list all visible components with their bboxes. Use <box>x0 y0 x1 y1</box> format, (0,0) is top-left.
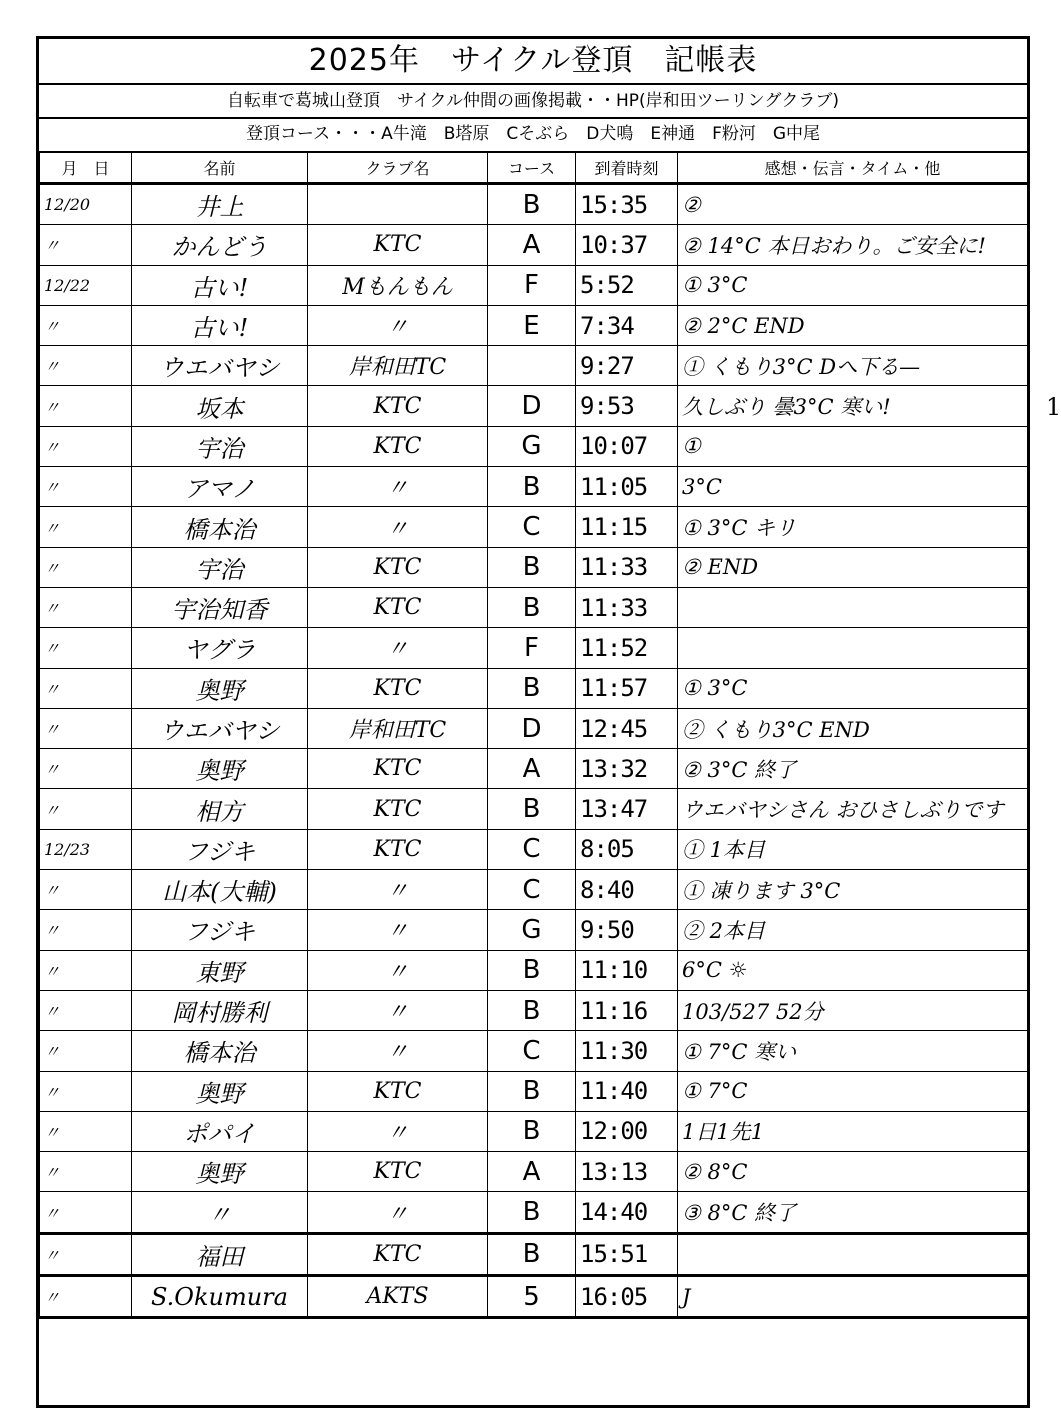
entry-club: KTC <box>308 749 488 789</box>
table-row <box>40 386 1028 426</box>
sheet-subtitle-courses: 登頂コース・・・A牛滝 B塔原 Cそぶら D犬鳴 E神通 F粉河 G中尾 <box>39 117 1027 153</box>
entry-name: フジキ <box>132 910 308 950</box>
entry-name: 奥野 <box>132 1152 308 1192</box>
entry-name: アマノ <box>132 467 308 507</box>
entry-club: KTC <box>308 547 488 587</box>
entry-date: 〃 <box>40 990 132 1030</box>
entry-club: 〃 <box>308 507 488 547</box>
entry-course: B <box>488 1192 576 1233</box>
entry-name: かんどう <box>132 225 308 265</box>
entry-arrival-time: 13:32 <box>576 749 678 789</box>
entry-club: KTC <box>308 1071 488 1111</box>
entry-date: 〃 <box>40 426 132 466</box>
entry-club: KTC <box>308 426 488 466</box>
entry-club: KTC <box>308 1152 488 1192</box>
entry-club: 〃 <box>308 950 488 990</box>
entry-course: B <box>488 990 576 1030</box>
entry-arrival-time: 11:33 <box>576 547 678 587</box>
entry-course: C <box>488 507 576 547</box>
entry-name: S.Okumura <box>132 1276 308 1318</box>
log-table <box>39 151 1028 1319</box>
entry-course: A <box>488 225 576 265</box>
entry-club: 〃 <box>308 1111 488 1151</box>
entry-name: 奥野 <box>132 668 308 708</box>
entry-note: ② <box>678 184 1028 225</box>
entry-date: 〃 <box>40 628 132 668</box>
table-row <box>40 225 1028 265</box>
entry-arrival-time: 15:51 <box>576 1233 678 1275</box>
entry-date: 〃 <box>40 870 132 910</box>
entry-note: 103/527 52分 <box>678 990 1028 1030</box>
entry-course: F <box>488 265 576 305</box>
table-row <box>40 950 1028 990</box>
entry-name: ウエバヤシ <box>132 708 308 748</box>
table-row <box>40 1152 1028 1192</box>
table-row <box>40 668 1028 708</box>
entry-course: B <box>488 467 576 507</box>
entry-date: 〃 <box>40 950 132 990</box>
entry-club: Mもんもん <box>308 265 488 305</box>
entry-course: B <box>488 547 576 587</box>
entry-club: 〃 <box>308 1192 488 1233</box>
entry-note: 久しぶり 曇3°C 寒い! <box>678 386 1028 426</box>
entry-name: 橋本治 <box>132 1031 308 1071</box>
table-row <box>40 305 1028 345</box>
table-row <box>40 1233 1028 1275</box>
entry-note <box>678 587 1028 627</box>
table-row <box>40 910 1028 950</box>
entry-club: KTC <box>308 829 488 869</box>
entry-course: B <box>488 1111 576 1151</box>
table-row <box>40 587 1028 627</box>
entry-date: 〃 <box>40 749 132 789</box>
table-row <box>40 265 1028 305</box>
entry-date: 〃 <box>40 708 132 748</box>
entry-name: 山本(大輔) <box>132 870 308 910</box>
entry-name: 古い! <box>132 305 308 345</box>
table-row <box>40 1276 1028 1318</box>
entry-date: 12/23 <box>40 829 132 869</box>
entry-arrival-time: 9:50 <box>576 910 678 950</box>
entry-note: ② 2°C END <box>678 305 1028 345</box>
table-row <box>40 749 1028 789</box>
entry-date: 〃 <box>40 587 132 627</box>
entry-arrival-time: 11:30 <box>576 1031 678 1071</box>
col-header-course: コース <box>488 152 576 184</box>
entry-name: 東野 <box>132 950 308 990</box>
sheet-title: 2025年 サイクル登頂 記帳表 <box>39 39 1027 85</box>
entry-date: 〃 <box>40 910 132 950</box>
entry-course: B <box>488 587 576 627</box>
entry-course: A <box>488 1152 576 1192</box>
table-row <box>40 346 1028 386</box>
entry-date: 〃 <box>40 507 132 547</box>
entry-name: 古い! <box>132 265 308 305</box>
table-row <box>40 1071 1028 1111</box>
entry-note: ① 7°C <box>678 1071 1028 1111</box>
entry-arrival-time: 11:05 <box>576 467 678 507</box>
entry-note: ① 1本目 <box>678 829 1028 869</box>
entry-name: 宇治 <box>132 426 308 466</box>
entry-note <box>678 1233 1028 1275</box>
entry-club: 〃 <box>308 910 488 950</box>
entry-arrival-time: 10:37 <box>576 225 678 265</box>
entry-course: F <box>488 628 576 668</box>
entry-club: KTC <box>308 668 488 708</box>
entry-club: AKTS <box>308 1276 488 1318</box>
table-header-row <box>40 152 1028 184</box>
entry-name: 奥野 <box>132 749 308 789</box>
entry-date: 〃 <box>40 1031 132 1071</box>
entry-club: KTC <box>308 225 488 265</box>
entry-club: KTC <box>308 1233 488 1275</box>
entry-note <box>678 628 1028 668</box>
entry-name: ウエバヤシ <box>132 346 308 386</box>
entry-arrival-time: 9:27 <box>576 346 678 386</box>
entry-arrival-time: 12:00 <box>576 1111 678 1151</box>
entry-club: 〃 <box>308 467 488 507</box>
log-table-body <box>40 184 1028 1318</box>
entry-note: ③ 8°C 終了 <box>678 1192 1028 1233</box>
entry-club: 〃 <box>308 305 488 345</box>
entry-note: ② 2本目 <box>678 910 1028 950</box>
entry-note: ① 3°C <box>678 668 1028 708</box>
entry-club: 岸和田TC <box>308 346 488 386</box>
entry-club: 〃 <box>308 1031 488 1071</box>
entry-arrival-time: 14:40 <box>576 1192 678 1233</box>
table-row <box>40 184 1028 225</box>
entry-club: KTC <box>308 587 488 627</box>
entry-course <box>488 346 576 386</box>
entry-date: 〃 <box>40 1192 132 1233</box>
entry-club: 岸和田TC <box>308 708 488 748</box>
entry-course: B <box>488 1071 576 1111</box>
table-row <box>40 789 1028 829</box>
entry-course: C <box>488 829 576 869</box>
table-row <box>40 829 1028 869</box>
entry-arrival-time: 11:57 <box>576 668 678 708</box>
entry-course: E <box>488 305 576 345</box>
entry-arrival-time: 16:05 <box>576 1276 678 1318</box>
entry-name: 福田 <box>132 1233 308 1275</box>
entry-date: 〃 <box>40 467 132 507</box>
col-header-club: クラブ名 <box>308 152 488 184</box>
col-header-note: 感想・伝言・タイム・他 <box>678 152 1028 184</box>
entry-note: ② 14°C 本日おわり。ご安全に! <box>678 225 1028 265</box>
entry-arrival-time: 9:53 <box>576 386 678 426</box>
entry-club: 〃 <box>308 870 488 910</box>
entry-note: ② 8°C <box>678 1152 1028 1192</box>
entry-date: 12/22 <box>40 265 132 305</box>
table-row <box>40 547 1028 587</box>
entry-name: 宇治知香 <box>132 587 308 627</box>
entry-name: 〃 <box>132 1192 308 1233</box>
entry-name: 坂本 <box>132 386 308 426</box>
entry-arrival-time: 13:47 <box>576 789 678 829</box>
entry-club: KTC <box>308 789 488 829</box>
entry-date: 〃 <box>40 1276 132 1318</box>
entry-date: 〃 <box>40 225 132 265</box>
entry-note: ① 3°C <box>678 265 1028 305</box>
entry-date: 〃 <box>40 305 132 345</box>
table-row <box>40 426 1028 466</box>
entry-note: ② 3°C 終了 <box>678 749 1028 789</box>
entry-name: ヤグラ <box>132 628 308 668</box>
entry-arrival-time: 13:13 <box>576 1152 678 1192</box>
entry-course: B <box>488 950 576 990</box>
entry-arrival-time: 11:10 <box>576 950 678 990</box>
entry-club: 〃 <box>308 990 488 1030</box>
entry-note: ① 凍ります 3°C <box>678 870 1028 910</box>
entry-course: C <box>488 870 576 910</box>
entry-name: フジキ <box>132 829 308 869</box>
entry-course: D <box>488 708 576 748</box>
entry-course: 5 <box>488 1276 576 1318</box>
entry-note: ① 7°C 寒い <box>678 1031 1028 1071</box>
entry-course: A <box>488 749 576 789</box>
entry-date: 〃 <box>40 386 132 426</box>
entry-arrival-time: 11:52 <box>576 628 678 668</box>
sheet-subtitle-hp: 自転車で葛城山登頂 サイクル仲間の画像掲載・・HP(岸和田ツーリングクラブ) <box>39 83 1027 119</box>
entry-club: KTC <box>308 386 488 426</box>
entry-arrival-time: 15:35 <box>576 184 678 225</box>
entry-note: ① 3°C キリ <box>678 507 1028 547</box>
entry-name: ポパイ <box>132 1111 308 1151</box>
entry-note: 6°C ☼ <box>678 950 1028 990</box>
entry-date: 〃 <box>40 1071 132 1111</box>
entry-club: 〃 <box>308 628 488 668</box>
entry-course: G <box>488 426 576 466</box>
entry-note: ① <box>678 426 1028 466</box>
entry-note: ② くもり3°C END <box>678 708 1028 748</box>
entry-date: 〃 <box>40 1152 132 1192</box>
entry-arrival-time: 11:33 <box>576 587 678 627</box>
entry-course: B <box>488 184 576 225</box>
entry-date: 〃 <box>40 789 132 829</box>
col-header-name: 名前 <box>132 152 308 184</box>
entry-date: 〃 <box>40 668 132 708</box>
entry-note: 3°C <box>678 467 1028 507</box>
entry-name: 橋本治 <box>132 507 308 547</box>
table-row <box>40 1031 1028 1071</box>
entry-note: ① くもり3°C Dへ下る— <box>678 346 1028 386</box>
entry-date: 〃 <box>40 346 132 386</box>
entry-arrival-time: 11:15 <box>576 507 678 547</box>
entry-name: 相方 <box>132 789 308 829</box>
entry-note: ウエバヤシさん おひさしぶりです <box>678 789 1028 829</box>
log-sheet <box>36 36 1030 1408</box>
entry-arrival-time: 11:40 <box>576 1071 678 1111</box>
entry-arrival-time: 10:07 <box>576 426 678 466</box>
margin-mark: 1 <box>1046 393 1061 421</box>
table-row <box>40 1192 1028 1233</box>
entry-date: 〃 <box>40 547 132 587</box>
entry-arrival-time: 7:34 <box>576 305 678 345</box>
entry-course: B <box>488 1233 576 1275</box>
entry-club <box>308 184 488 225</box>
entry-date: 〃 <box>40 1233 132 1275</box>
table-row <box>40 1111 1028 1151</box>
entry-arrival-time: 11:16 <box>576 990 678 1030</box>
entry-date: 〃 <box>40 1111 132 1151</box>
entry-course: G <box>488 910 576 950</box>
col-header-date: 月 日 <box>40 152 132 184</box>
table-row <box>40 708 1028 748</box>
entry-name: 井上 <box>132 184 308 225</box>
table-row <box>40 870 1028 910</box>
table-row <box>40 467 1028 507</box>
entry-arrival-time: 5:52 <box>576 265 678 305</box>
entry-course: D <box>488 386 576 426</box>
entry-course: C <box>488 1031 576 1071</box>
entry-course: B <box>488 789 576 829</box>
entry-note: J <box>678 1276 1028 1318</box>
entry-note: ② END <box>678 547 1028 587</box>
table-row <box>40 507 1028 547</box>
table-row <box>40 628 1028 668</box>
entry-note: 1日1先1 <box>678 1111 1028 1151</box>
entry-arrival-time: 8:40 <box>576 870 678 910</box>
col-header-time: 到着時刻 <box>576 152 678 184</box>
table-row <box>40 990 1028 1030</box>
entry-course: B <box>488 668 576 708</box>
entry-name: 宇治 <box>132 547 308 587</box>
entry-name: 岡村勝利 <box>132 990 308 1030</box>
entry-date: 12/20 <box>40 184 132 225</box>
entry-name: 奥野 <box>132 1071 308 1111</box>
entry-arrival-time: 8:05 <box>576 829 678 869</box>
entry-arrival-time: 12:45 <box>576 708 678 748</box>
